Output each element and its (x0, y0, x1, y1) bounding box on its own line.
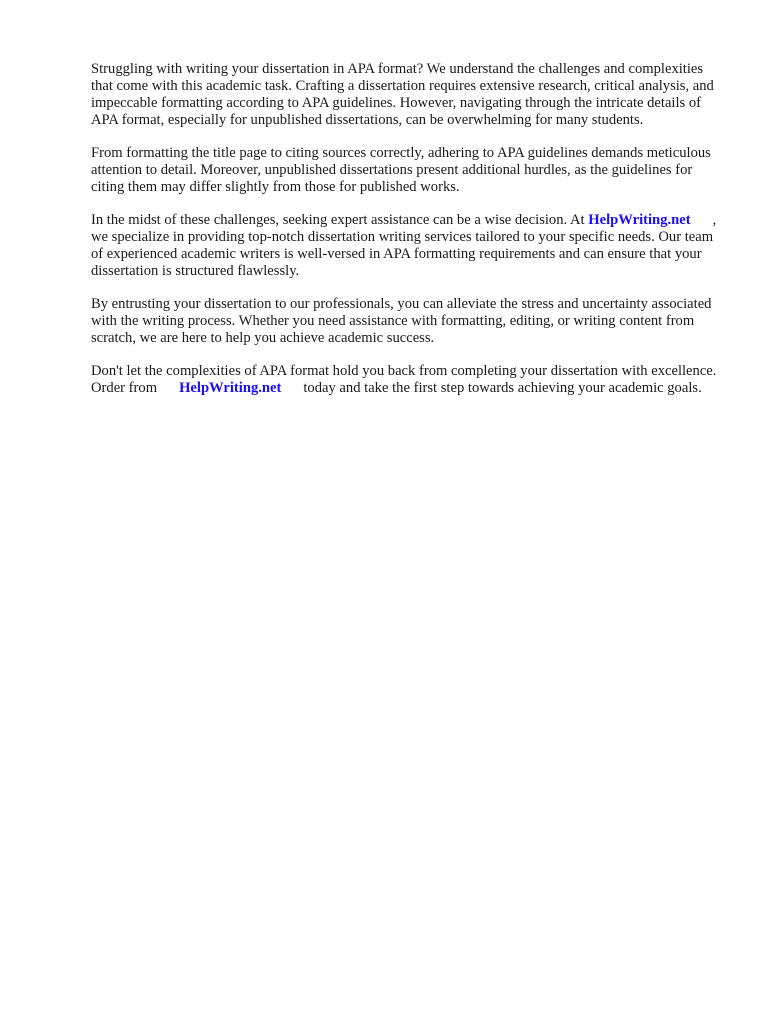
helpwriting-link[interactable]: HelpWriting.net (588, 212, 691, 228)
paragraph-assistance-after: , we specialize in providing top-notch dissertation writing services tailored to your specific needs. Our team of experienced academic writers is well-versed in APA formatting requirements and can ensure that your dissertation is structured flawlessly. (91, 212, 717, 279)
document-body (91, 61, 723, 413)
paragraph-formatting: From formatting the title page to citing sources correctly, adhering to APA guidelines demands meticulous attention to detail. Moreover, unpublished dissertations present additional hurdles, as the guidelines for citing them may differ slightly from those for published works. (91, 145, 711, 195)
paragraph-cta-before: Don't let the complexities of APA format hold you back from completing your dissertation with excellence. Order from (91, 363, 717, 396)
paragraph-cta-after: today and take the first step towards achieving your academic goals. (303, 380, 702, 396)
paragraph-intro: Struggling with writing your dissertation in APA format? We understand the challenges and complexities that come with this academic task. Crafting a dissertation requires extensive research, critical analysis, and impeccable formatting according to APA guidelines. However, navigating through the intricate details of APA format, especially for unpublished dissertations, can be overwhelming for many students. (91, 61, 714, 128)
paragraph-entrusting: By entrusting your dissertation to our professionals, you can alleviate the stress and uncertainty associated with the writing process. Whether you need assistance with formatting, editing, or writing content from scratch, we are here to help you achieve academic success. (91, 296, 712, 346)
paragraph-assistance (91, 212, 723, 280)
paragraph-cta (91, 363, 723, 397)
helpwriting-link[interactable]: HelpWriting.net (179, 380, 282, 396)
paragraph-assistance-before: In the midst of these challenges, seeking expert assistance can be a wise decision. At (91, 212, 585, 228)
